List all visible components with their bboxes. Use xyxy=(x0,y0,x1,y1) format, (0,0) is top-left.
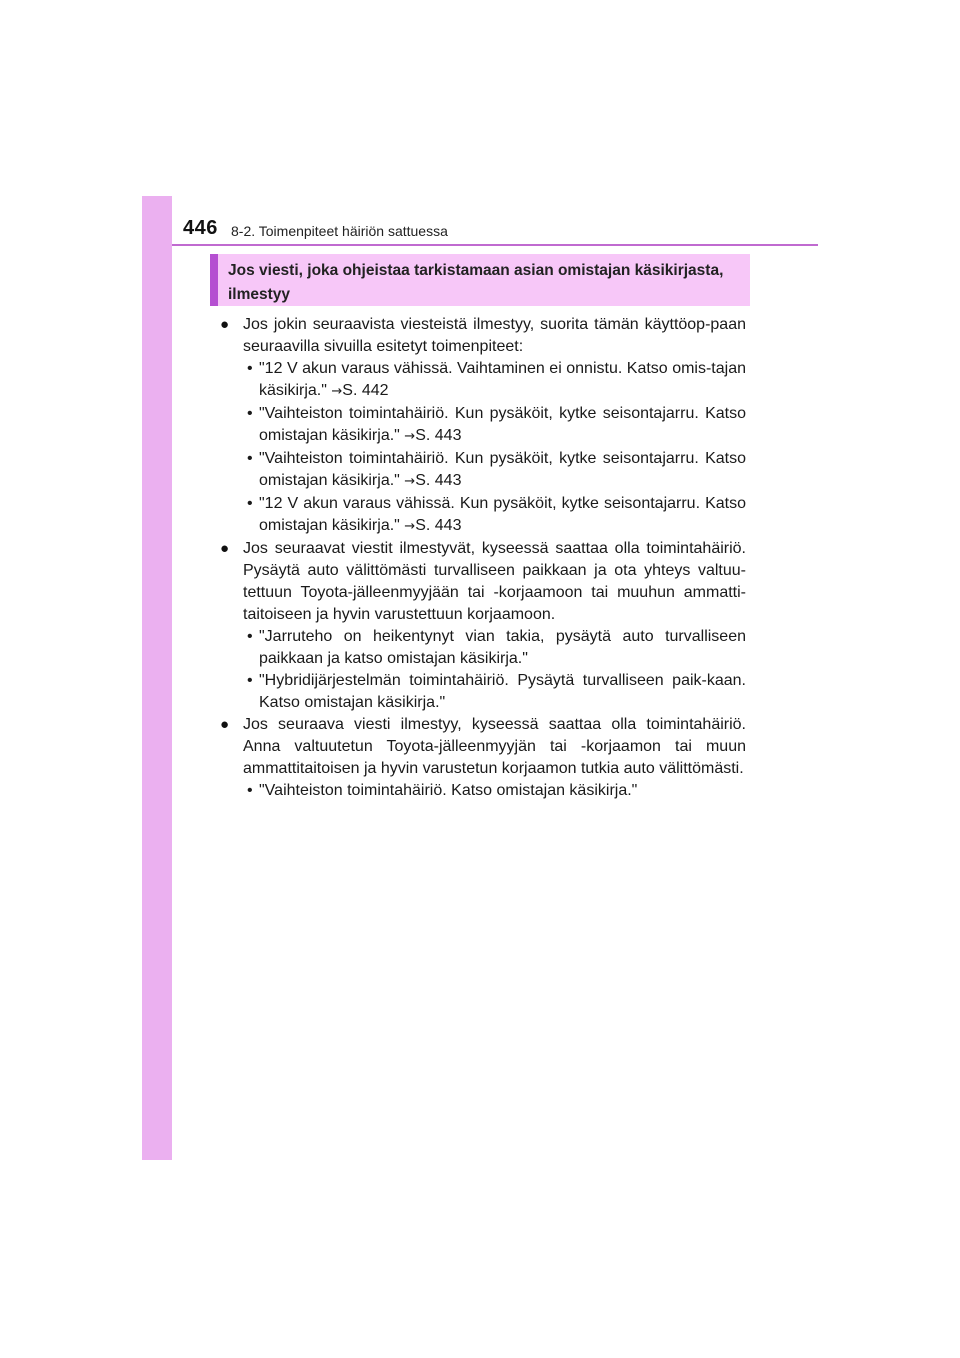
topic-title-box xyxy=(210,254,750,306)
chapter-side-tab xyxy=(142,196,172,1160)
sub-bullet-icon: • xyxy=(247,495,253,512)
paragraph-text: Jos jokin seuraavista viesteistä ilmestyy, suorita tämän käyttöop-paan seuraavilla sivuilla esitetyt toimenpiteet: xyxy=(243,316,746,355)
message-text: "12 V akun varaus vähissä. Vaihtaminen ei onnistu. Katso omis-tajan käsikirja." xyxy=(259,360,746,399)
section-title: 8-2. Toimenpiteet häiriön sattuessa xyxy=(231,223,448,239)
message-text: "12 V akun varaus vähissä. Kun pysäköit, kytke seisontajarru. Katso omistajan käsikirja." xyxy=(259,495,746,534)
list-item xyxy=(220,780,746,802)
message-list xyxy=(220,626,746,714)
bullet-paragraph xyxy=(220,538,746,626)
arrow-icon: → xyxy=(331,384,343,399)
arrow-icon: → xyxy=(404,519,416,534)
list-item xyxy=(220,670,746,714)
page-reference-link[interactable]: S. 443 xyxy=(415,472,462,489)
arrow-icon: → xyxy=(404,429,416,444)
content-body xyxy=(220,314,746,802)
message-list xyxy=(220,358,746,538)
bullet-icon: ● xyxy=(220,716,230,733)
message-text: "Hybridijärjestelmän toimintahäiriö. Pysäytä turvalliseen paik-kaan. Katso omistajan käsikirja." xyxy=(259,672,746,711)
sub-bullet-icon: • xyxy=(247,450,253,467)
list-item xyxy=(220,626,746,670)
sub-bullet-icon: • xyxy=(247,782,253,799)
bullet-paragraph xyxy=(220,314,746,358)
bullet-icon: ● xyxy=(220,540,230,557)
message-list xyxy=(220,780,746,802)
page-reference-link[interactable]: S. 443 xyxy=(415,517,462,534)
sub-bullet-icon: • xyxy=(247,405,253,422)
message-text: "Vaihteiston toimintahäiriö. Kun pysäköit, kytke seisontajarru. Katso omistajan käsikirja." xyxy=(259,450,746,489)
list-item xyxy=(220,493,746,538)
paragraph-text: Jos seuraava viesti ilmestyy, kyseessä saattaa olla toimintahäiriö. Anna valtuutetun Toyota-jälleenmyyjän tai -korjaamon tai muun ammattitaitoisen ja hyvin varustetun korjaamon tutkia auto välittömästi. xyxy=(243,716,746,777)
list-item xyxy=(220,448,746,493)
bullet-paragraph xyxy=(220,714,746,780)
message-text: "Vaihteiston toimintahäiriö. Kun pysäköit, kytke seisontajarru. Katso omistajan käsikirja." xyxy=(259,405,746,444)
sub-bullet-icon: • xyxy=(247,628,253,645)
sub-bullet-icon: • xyxy=(247,672,253,689)
list-item xyxy=(220,358,746,403)
header-divider xyxy=(172,244,818,246)
message-text: "Jarruteho on heikentynyt vian takia, pysäytä auto turvalliseen paikkaan ja katso omistajan käsikirja." xyxy=(259,628,746,667)
list-item xyxy=(220,403,746,448)
bullet-icon: ● xyxy=(220,316,230,333)
page-number: 446 xyxy=(183,217,218,239)
topic-title: Jos viesti, joka ohjeistaa tarkistamaan asian omistajan käsikirjasta, ilmestyy xyxy=(228,262,724,303)
message-text: "Vaihteiston toimintahäiriö. Katso omistajan käsikirja." xyxy=(259,782,638,799)
arrow-icon: → xyxy=(404,474,416,489)
paragraph-text: Jos seuraavat viestit ilmestyvät, kyseessä saattaa olla toimintahäiriö. Pysäytä auto välittömästi turvalliseen paikkaan ja ota yhteys valtuu-tettuun Toyota-jälleenmyyjään tai -korjaamoon tai muuhun ammatti-taitoiseen ja hyvin varustettuun korjaamoon. xyxy=(243,540,746,623)
sub-bullet-icon: • xyxy=(247,360,253,377)
page-reference-link[interactable]: S. 443 xyxy=(415,427,462,444)
page-reference-link[interactable]: S. 442 xyxy=(342,382,389,399)
